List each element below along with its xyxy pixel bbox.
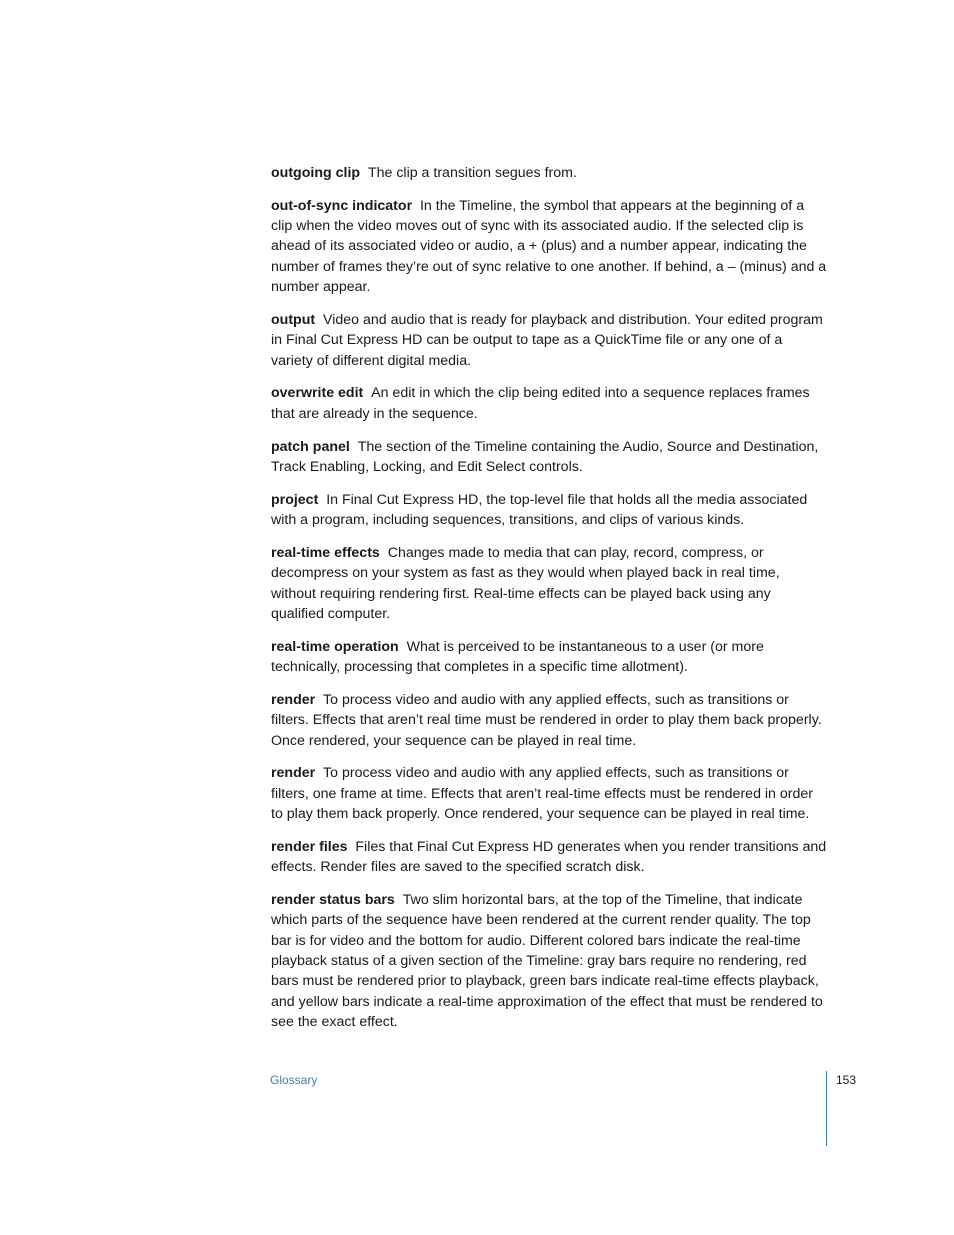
glossary-term: real-time operation [271, 638, 399, 655]
footer-divider [826, 1071, 827, 1146]
glossary-definition: In the Timeline, the symbol that appears at the beginning of a clip when the video moves out of sync with its associated audio. If the selected clip is ahead of its associated video or audio, a + (plus) and a number appear, indicating the number of frames they’re out of sync relative to one another. If behind, a – (minus) and a number appear. [271, 197, 827, 296]
glossary-entry-render-status-bars [271, 890, 827, 1032]
glossary-definition: The clip a transition segues from. [367, 165, 577, 181]
glossary-definition: In Final Cut Express HD, the top-level file that holds all the media associated with a program, including sequences, transitions, and clips of various kinds. [271, 491, 808, 529]
glossary-entry-render-files [271, 837, 827, 878]
glossary-term: overwrite edit [271, 385, 364, 402]
glossary-entry-overwrite-edit [271, 383, 827, 424]
glossary-entry-out-of-sync-indicator [271, 196, 827, 297]
glossary-entry-outgoing-clip [271, 163, 827, 183]
glossary-entries [271, 163, 827, 1045]
glossary-definition: An edit in which the clip being edited into a sequence replaces frames that are already in the sequence. [271, 385, 810, 422]
glossary-entry-render [271, 690, 827, 751]
page-number: 153 [836, 1073, 857, 1087]
glossary-entry-output [271, 310, 827, 371]
glossary-definition: To process video and audio with any applied effects, such as transitions or filters. Effects that aren’t real time must be rendered in order to play them back properly. Once rendered, your sequence can be played in real time. [271, 691, 822, 749]
glossary-term: render [271, 691, 316, 708]
glossary-term: render [271, 765, 316, 782]
glossary-term: real-time effects [271, 545, 380, 562]
glossary-term: output [271, 311, 316, 328]
glossary-entry-patch-panel [271, 437, 827, 478]
glossary-entry-render-frame [271, 763, 827, 824]
glossary-term: render status bars [271, 892, 395, 909]
glossary-entry-real-time-operation [271, 637, 827, 678]
glossary-definition: Files that Final Cut Express HD generates when you render transitions and effects. Render files are saved to the specified scratch disk. [271, 838, 827, 876]
glossary-term: outgoing clip [271, 165, 361, 181]
glossary-definition: Video and audio that is ready for playback and distribution. Your edited program in Final Cut Express HD can be output to tape as a QuickTime file or any one of a variety of different digital media. [271, 311, 823, 369]
glossary-term: out-of-sync indicator [271, 197, 413, 214]
glossary-definition: Two slim horizontal bars, at the top of the Timeline, that indicate which parts of the sequence have been rendered at the current render quality. The top bar is for video and the bottom for audio. Different colored bars indicate the real-time playback status of a given section of the Timeline: gray bars require no rendering, red bars must be rendered prior to playback, green bars indicate real-time effects playback, and yellow bars indicate a real-time approximation of the effect that must be rendered to see the exact effect. [271, 892, 823, 1030]
glossary-term: project [271, 491, 319, 508]
glossary-definition: To process video and audio with any applied effects, such as transitions or filters, one frame at time. Effects that aren’t real-time effects must be rendered in order to play them back properly. Once rendered, your sequence can be played in real time. [271, 765, 813, 823]
glossary-definition: The section of the Timeline containing the Audio, Source and Destination, Track Enabling, Locking, and Edit Select controls. [271, 438, 819, 475]
glossary-definition: What is perceived to be instantaneous to a user (or more technically, processing that completes in a specific time allotment). [271, 638, 764, 676]
glossary-term: patch panel [271, 438, 350, 455]
glossary-definition: Changes made to media that can play, record, compress, or decompress on your system as fast as they would when played back in real time, without requiring rendering first. Real-time effects can be played back using any qualified computer. [271, 545, 780, 622]
glossary-entry-project [271, 490, 827, 531]
footer-section-title: Glossary [270, 1073, 318, 1087]
glossary-term: render files [271, 838, 348, 855]
glossary-entry-real-time-effects [271, 543, 827, 624]
